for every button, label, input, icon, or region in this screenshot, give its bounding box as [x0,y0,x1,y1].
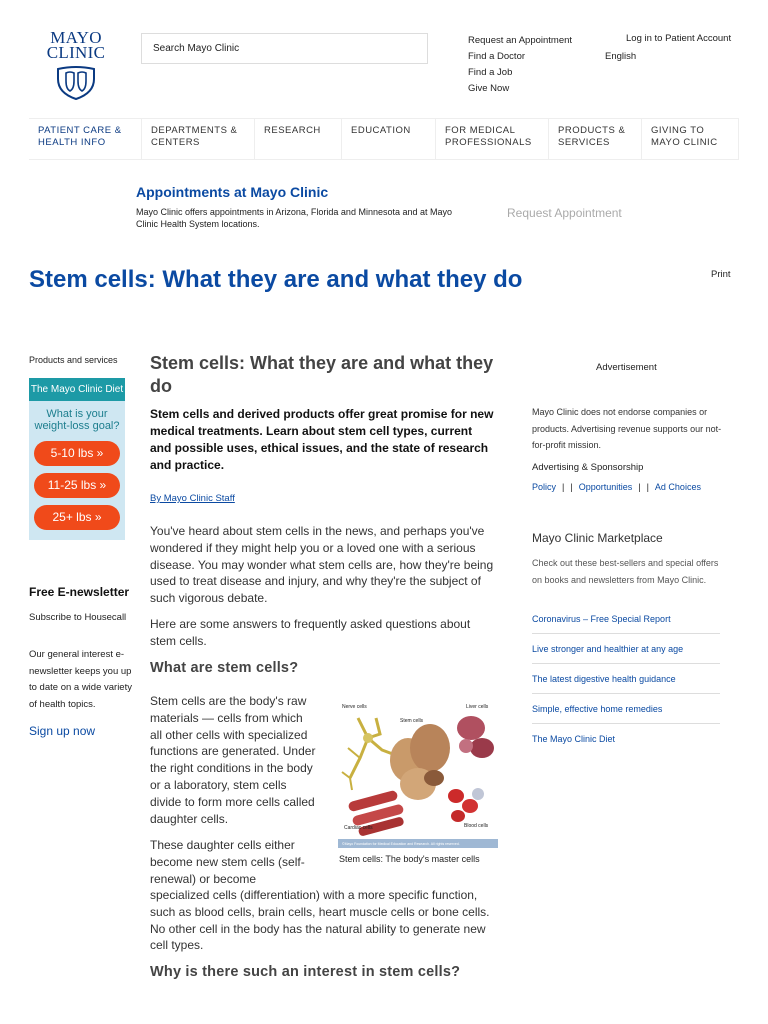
liver-cells-shape [457,716,494,758]
nerve-cell-shape [342,718,398,790]
newsletter-title: Free E-newsletter [29,585,130,599]
nav-departments[interactable] [142,119,255,159]
nav-giving[interactable] [642,119,739,159]
newsletter-subscribe: Subscribe to Housecall [29,612,127,623]
ad-policy-links [532,482,701,492]
nav-label-line: SERVICES [558,137,610,148]
diet-ad-question-line: What is your [46,408,108,420]
figure-label-liver-cells: Liver cells [466,704,489,710]
products-services-label: Products and services [29,355,118,365]
nav-label-line: DEPARTMENTS & [151,125,238,136]
marketplace-title: Mayo Clinic Marketplace [532,531,663,545]
print-link[interactable]: Print [711,269,731,280]
diet-option-5-10-button[interactable]: 5-10 lbs » [34,441,120,466]
mayo-shield-icon [54,65,98,101]
separator: | [646,482,649,492]
stem-cell-cluster-shape [390,724,450,800]
request-appointment-button[interactable]: Request Appointment [507,206,622,220]
figure-label-nerve-cells: Nerve cells [342,704,367,710]
ad-choices-link[interactable]: Ad Choices [654,482,701,492]
diet-option-11-25-button[interactable]: 11-25 lbs » [34,473,120,498]
stem-cells-figure[interactable] [338,698,498,848]
marketplace-item[interactable]: The latest digestive health guidance [532,664,720,694]
language-selector[interactable]: English [605,51,637,62]
section-heading-why-interest: Why is there such an interest in stem cells? [150,964,461,980]
marketplace-item[interactable]: Coronavirus – Free Special Report [532,604,720,634]
article-lead: Stem cells and derived products offer great promise for new medical treatments. Learn about stem cell types, current and possible uses, ethical issues, and the state of research and practice. [150,407,494,472]
marketplace-list [532,604,720,754]
newsletter-signup-link[interactable]: Sign up now [29,724,96,738]
nav-products-services[interactable] [549,119,642,159]
main-nav [29,118,739,160]
nav-label-line: EDUCATION [351,125,411,136]
appointments-title: Appointments at Mayo Clinic [136,184,329,200]
nav-label-line: CENTERS [151,137,200,148]
find-job-link[interactable]: Find a Job [468,67,513,78]
policy-link[interactable]: Policy [532,482,557,492]
appointments-text: Mayo Clinic offers appointments in Arizona, Florida and Minnesota and at Mayo Clinic Health System locations. [136,207,453,229]
diet-option-25-plus-button[interactable]: 25+ lbs » [34,505,120,530]
nav-label-line: PROFESSIONALS [445,137,532,148]
opportunities-link[interactable]: Opportunities [578,482,633,492]
figure-copyright-text: ©Mayo Foundation for Medical Education and Research. All rights reserved. [342,842,460,846]
nav-research[interactable] [255,119,342,159]
article-paragraph: Here are some answers to frequently asked questions about stem cells. [150,616,471,648]
mayo-clinic-logo[interactable] [44,30,108,101]
article-paragraph: Stem cells are the body's raw materials — cells from which all other cells with specialized functions are generated. Under the right conditions in the body or a laboratory, stem cells divide to form more cells called daughter cells. [150,694,316,826]
marketplace-item[interactable]: The Mayo Clinic Diet [532,734,616,744]
diet-ad-question [29,408,125,432]
ad-disclaimer: Mayo Clinic does not endorse companies or products. Advertising revenue supports our not-for-profit mission. [532,407,722,450]
logo-word-clinic: CLINIC [46,43,106,62]
newsletter-description: Our general interest e-newsletter keeps you up to date on a wide variety of health topics. [29,649,132,710]
article-paragraph: specialized cells (differentiation) with a more specific function, such as blood cells, brain cells, heart muscle cells or bone cells. No other cell in the body has the natural ability to generate new cell types. [150,888,490,953]
separator: | [562,482,565,492]
nav-label-line: HEALTH INFO [38,137,106,148]
request-appointment-link[interactable]: Request an Appointment [468,35,573,46]
diet-ad-question-line: weight-loss goal? [34,420,120,432]
marketplace-description: Check out these best-sellers and special offers on books and newsletters from Mayo Clinic. [532,558,719,585]
nav-label-line: MAYO CLINIC [651,137,718,148]
advertising-sponsorship-label: Advertising & Sponsorship [532,462,644,473]
logo-word-mayo: MAYO [50,28,102,47]
article-paragraph: You've heard about stem cells in the news, and perhaps you've wondered if they might help you or a loved one with a serious disease. You may wonder what stem cells are, how they're being used to treat disease and injury, and why they're the subject of such vigorous debate. [150,524,494,606]
blood-cells-shape [448,788,484,822]
page-title: Stem cells: What they are and what they do [29,266,523,293]
separator: | [570,482,573,492]
nav-label-line: FOR MEDICAL [445,125,516,136]
marketplace-item[interactable]: Live stronger and healthier at any age [532,634,720,664]
separator: | [638,482,641,492]
nav-medical-professionals[interactable] [436,119,549,159]
nav-patient-care[interactable] [29,119,142,159]
byline-link[interactable]: By Mayo Clinic Staff [150,493,235,504]
patient-login-link[interactable]: Log in to Patient Account [626,33,732,44]
advertisement-label: Advertisement [596,362,657,373]
search-input[interactable]: Search Mayo Clinic [141,33,428,64]
article-paragraph: These daughter cells either become new stem cells (self-renewal) or become [150,838,305,886]
marketplace-item[interactable]: Simple, effective home remedies [532,694,720,724]
diet-ad-heading: The Mayo Clinic Diet [29,378,125,401]
article [150,352,495,676]
utility-links [468,33,572,97]
nav-label-line: GIVING TO [651,125,705,136]
section-heading-what-are-stem-cells: What are stem cells? [150,659,299,676]
figure-label-blood-cells: Blood cells [464,823,489,829]
nav-label-line: PRODUCTS & [558,125,626,136]
nav-label-line: PATIENT CARE & [38,125,122,136]
article-heading: Stem cells: What they are and what they do [150,353,494,396]
give-now-link[interactable]: Give Now [468,83,510,94]
stem-cells-illustration [338,698,498,848]
find-doctor-link[interactable]: Find a Doctor [468,51,526,62]
figure-label-stem-cells: Stem cells [400,718,424,724]
figure-caption: Stem cells: The body's master cells [339,854,480,864]
nav-label-line: RESEARCH [264,125,321,136]
figure-label-cardiac-cells: Cardiac cells [344,825,373,831]
diet-ad[interactable] [29,378,125,540]
nav-education[interactable] [342,119,436,159]
